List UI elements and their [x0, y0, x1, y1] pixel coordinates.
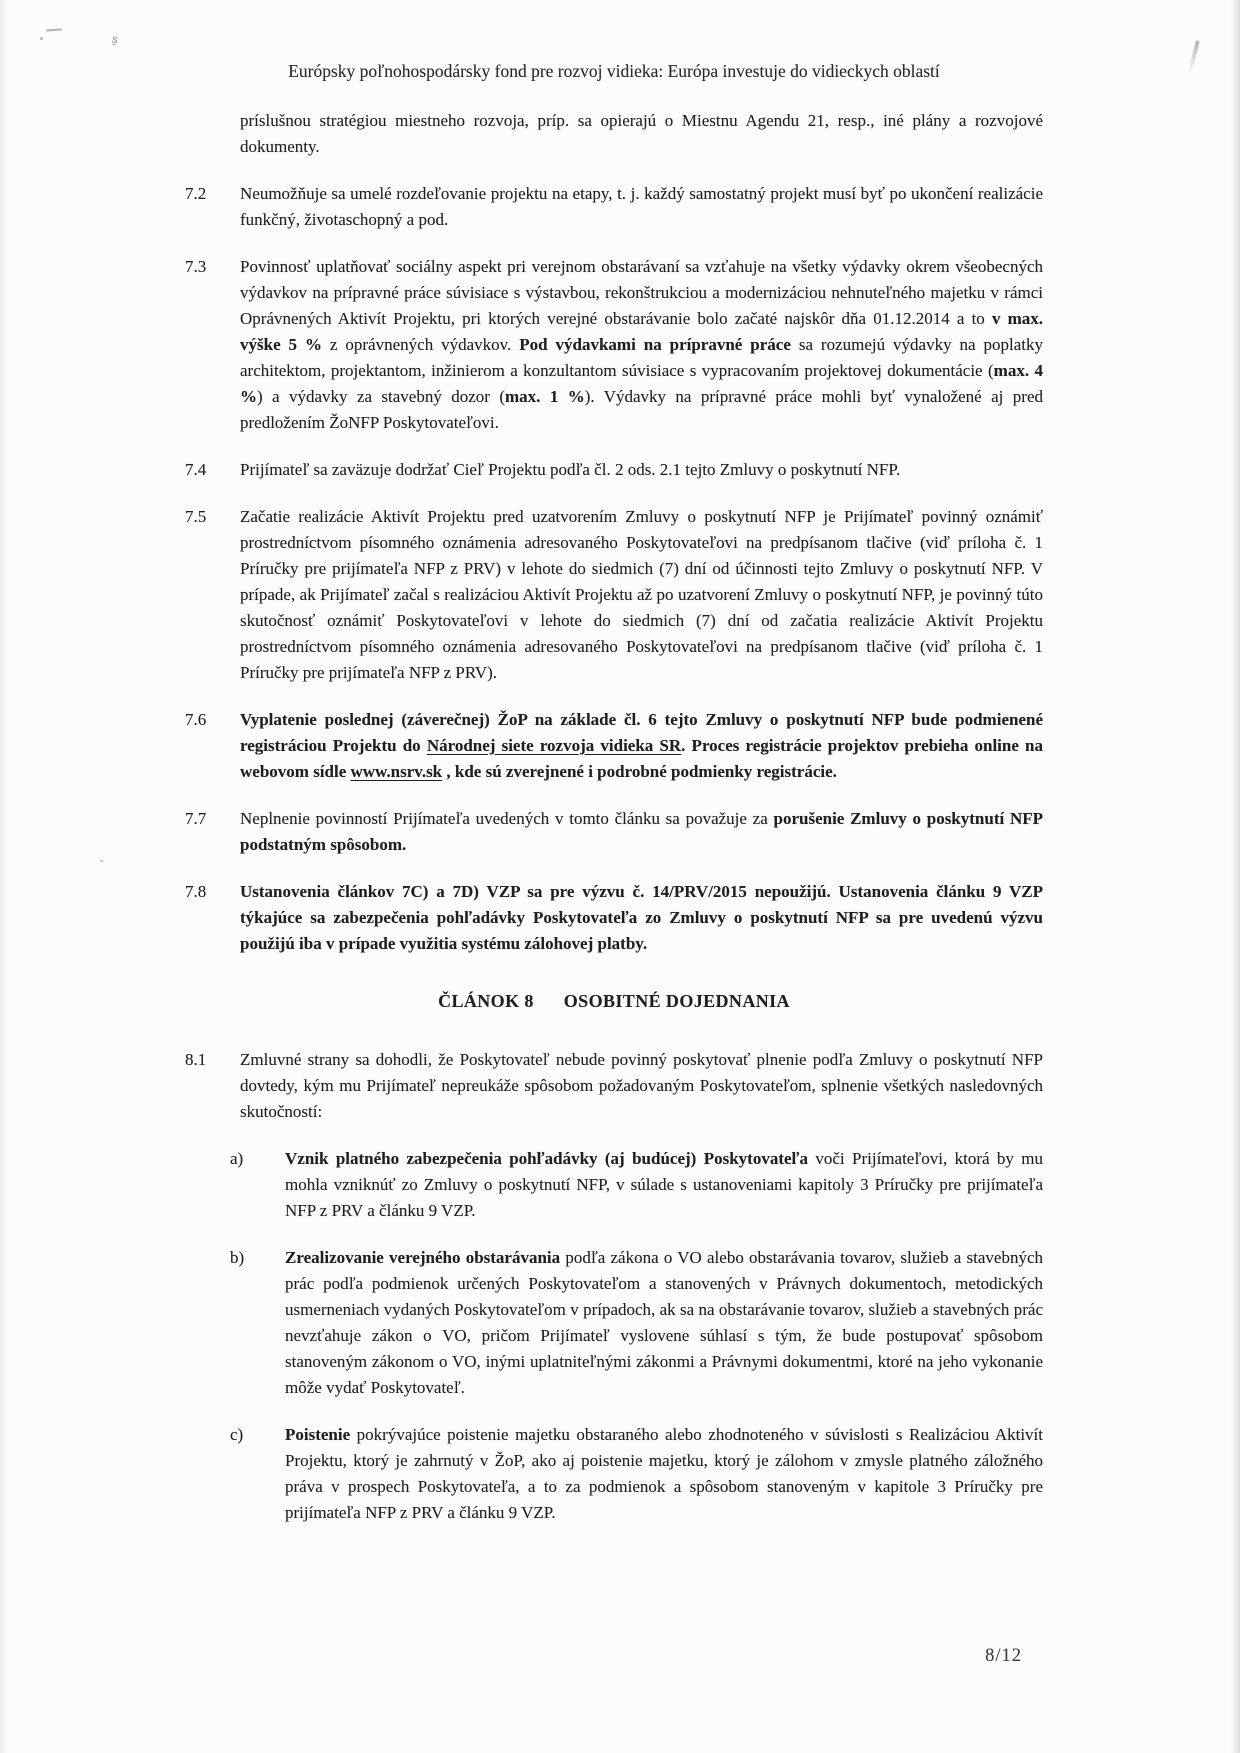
scan-edge-shadow-right: [1230, 0, 1240, 1753]
scan-artifact-pen-stroke: [1188, 40, 1200, 72]
scan-artifact-squiggle: ş: [110, 31, 120, 47]
clause-number: c): [230, 1425, 244, 1444]
clause-number: 7.4: [185, 460, 207, 479]
clause-text: [240, 707, 1043, 785]
text-run: Vyplatenie poslednej (záverečnej) ŽoP na základe čl. 6 tejto Zmluvy o poskytnutí NFP bude podmienené registráciou Projektu do: [240, 710, 1043, 755]
scan-edge-shadow-left: [0, 0, 8, 1753]
clause-number: [185, 108, 240, 160]
clause-text: [240, 108, 1043, 160]
clause-text: [240, 806, 1043, 858]
text-run: Národnej siete rozvoja vidieka SR: [426, 736, 682, 755]
clause-text: [240, 504, 1043, 686]
text-run: Ustanovenia článkov 7C) a 7D) VZP sa pre výzvu č. 14/PRV/2015 nepoužijú. Ustanovenia článku 9 VZP týkajúce sa zabezpečenia pohľadávky Poskytovateľa zo Zmluvy o poskytnutí NFP sa pre uvedenú výzvu použijú iba v prípade využitia systému zálohovej platby.: [240, 882, 1043, 953]
clause-row: [185, 254, 1043, 436]
text-run: ČLÁNOK 8: [438, 991, 534, 1011]
clause-text: [285, 1422, 1043, 1526]
clause-number: 7.3: [185, 257, 207, 276]
clause-text: [240, 181, 1043, 233]
text-run: Neplnenie povinností Prijímateľa uvedených v tomto článku sa považuje za: [240, 809, 774, 828]
text-run: v max. výške 5 %: [240, 309, 1043, 354]
article-heading: [185, 988, 1043, 1014]
text-run: ). Výdavky na prípravné práce mohli byť vynaložené aj pred predložením ŽoNFP Poskytovateľovi.: [240, 387, 1043, 432]
document-body: [185, 108, 1043, 1526]
clause-row: [185, 879, 1043, 957]
text-run: Zmluvné strany sa dohodli, že Poskytovateľ nebude povinný poskytovať plnenie podľa Zmluvy o poskytnutí NFP dovtedy, kým mu Prijímateľ nepreukáže spôsobom požadovaným Poskytovateľom, splnenie všetkých nasledovných skutočností:: [240, 1050, 1043, 1121]
page-number: 8/12: [985, 1646, 1022, 1666]
scan-artifact-margin-mark: ‶: [99, 857, 105, 872]
clause-row: [185, 504, 1043, 686]
text-run: Zrealizovanie verejného obstarávania: [285, 1248, 561, 1267]
document-header: Európsky poľnohospodársky fond pre rozvoj vidieka: Európa investuje do vidieckych oblastí: [288, 61, 940, 81]
text-run: pokrývajúce poistenie majetku obstaraného alebo zhodnoteného v súvislosti s Realizáciou Aktivít Projektu, ktorý je zahrnutý v ŽoP, ako aj poistenie majetku, ktorý je zálohom v zmysle platného záložného práva v prospech Poskytovateľa, a to za podmienok a spôsobom stanoveným v kapitole 3 Príručky pre prijímateľa NFP z PRV a článku 9 VZP.: [285, 1425, 1043, 1522]
subclause-row: [230, 1146, 1043, 1224]
clause-number: 7.5: [185, 507, 207, 526]
text-run: Neumožňuje sa umelé rozdeľovanie projektu na etapy, t. j. každý samostatný projekt musí byť po ukončení realizácie funkčný, životaschopný a pod.: [240, 184, 1043, 229]
clause-row: [185, 457, 1043, 483]
text-run: Pod výdavkami na prípravné práce: [519, 335, 791, 354]
clause-number: 7.7: [185, 809, 207, 828]
clause-text: [240, 1047, 1043, 1125]
text-run: podľa zákona o VO alebo obstarávania tovarov, služieb a stavebných prác podľa podmienok určených Poskytovateľom a stanovených v Právnych dokumentoch, metodických usmerneniach vydaných Poskytovateľom v prípadoch, ak sa na obstarávanie tovarov, služieb a stavebných prác nevzťahuje zákon o VO, pričom Prijímateľ vyslovene súhlasí s tým, že bude postupovať spôsobom stanoveným zákonom o VO, inými uplatniteľnými zákonmi a Právnymi dokumentmi, ktoré na jeho vykonanie môže vydať Poskytovateľ.: [285, 1248, 1043, 1397]
clause-number: 7.6: [185, 710, 207, 729]
clause-row: [185, 806, 1043, 858]
document-content: [185, 58, 1043, 1547]
text-run: Začatie realizácie Aktivít Projektu pred uzatvorením Zmluvy o poskytnutí NFP je Prijímateľ povinný oznámiť prostredníctvom písomného oznámenia adresovaného Poskytovateľovi na predpísanom tlačive (viď príloha č. 1 Príručky pre prijímateľa NFP z PRV) v lehote do siedmich (7) dní od účinnosti tejto Zmluvy o poskytnutí NFP. V prípade, ak Prijímateľ začal s realizáciou Aktivít Projektu až po uzatvorení Zmluvy o poskytnutí NFP, je povinný túto skutočnosť oznámiť Poskytovateľovi v lehote do siedmich (7) dní od začatia realizácie Aktivít Projektu prostredníctvom písomného oznámenia adresovaného Poskytovateľovi na predpísanom tlačive (viď príloha č. 1 Príručky pre prijímateľa NFP z PRV).: [240, 507, 1043, 682]
text-run: príslušnou stratégiou miestneho rozvoja, príp. sa opierajú o Miestnu Agendu 21, resp., iné plány a rozvojové dokumenty.: [240, 111, 1043, 156]
text-run: max. 4 %: [240, 361, 1043, 406]
clause-text: [240, 879, 1043, 957]
text-run: ) a výdavky za stavebný dozor (: [257, 387, 506, 406]
clause-text: [285, 1146, 1043, 1224]
subclause-row: [230, 1245, 1043, 1401]
clause-number: b): [230, 1248, 245, 1267]
text-run: Vznik platného zabezpečenia pohľadávky (aj budúcej) Poskytovateľa: [285, 1149, 808, 1168]
clause-number: a): [230, 1149, 244, 1168]
text-run: Poistenie: [285, 1425, 351, 1444]
clause-number: 8.1: [185, 1050, 207, 1069]
text-run: . Proces registrácie projektov prebieha online na webovom sídle: [240, 736, 1043, 781]
text-run: sa rozumejú výdavky na poplatky architektom, projektantom, inžinierom a konzultantom súvisiace s vypracovaním projektovej dokumentácie (: [240, 335, 1043, 380]
clause-row: [185, 1047, 1043, 1125]
text-run: , kde sú zverejnené i podrobné podmienky registrácie.: [442, 762, 837, 781]
clause-text: [240, 457, 1043, 483]
subclause-row: [230, 1422, 1043, 1526]
scan-artifact-dot: [40, 37, 43, 40]
clause-text: [285, 1245, 1043, 1401]
text-run: z oprávnených výdavkov.: [321, 335, 520, 354]
text-run: Povinnosť uplatňovať sociálny aspekt pri verejnom obstarávaní sa vzťahuje na všetky výdavky okrem všeobecných výdavkov na prípravné práce súvisiace s výstavbou, rekonštrukciou a modernizáciou nehnuteľného majetku v rámci Oprávnených Aktivít Projektu, pri ktorých verejné obstarávanie bolo začaté najskôr dňa 01.12.2014 a to: [240, 257, 1043, 328]
clause-row: [185, 707, 1043, 785]
scan-artifact-dash: [46, 28, 62, 31]
clause-number: 7.2: [185, 184, 207, 203]
clause-row: [185, 181, 1043, 233]
clause-number: 7.8: [185, 882, 207, 901]
text-run: voči Prijímateľovi, ktorá by mu mohla vzniknúť zo Zmluvy o poskytnutí NFP, v súlade s ustanoveniami kapitoly 3 Príručky pre prijímateľa NFP z PRV a článku 9 VZP.: [285, 1149, 1043, 1220]
clause-row: [185, 108, 1043, 160]
text-run: OSOBITNÉ DOJEDNANIA: [563, 991, 790, 1011]
text-run: max. 1 %: [505, 387, 585, 406]
text-run: www.nsrv.sk: [350, 762, 443, 781]
text-run: Prijímateľ sa zaväzuje dodržať Cieľ Projektu podľa čl. 2 ods. 2.1 tejto Zmluvy o poskytnutí NFP.: [240, 460, 901, 479]
text-run: porušenie Zmluvy o poskytnutí NFP podstatným spôsobom.: [240, 809, 1043, 854]
clause-text: [240, 254, 1043, 436]
